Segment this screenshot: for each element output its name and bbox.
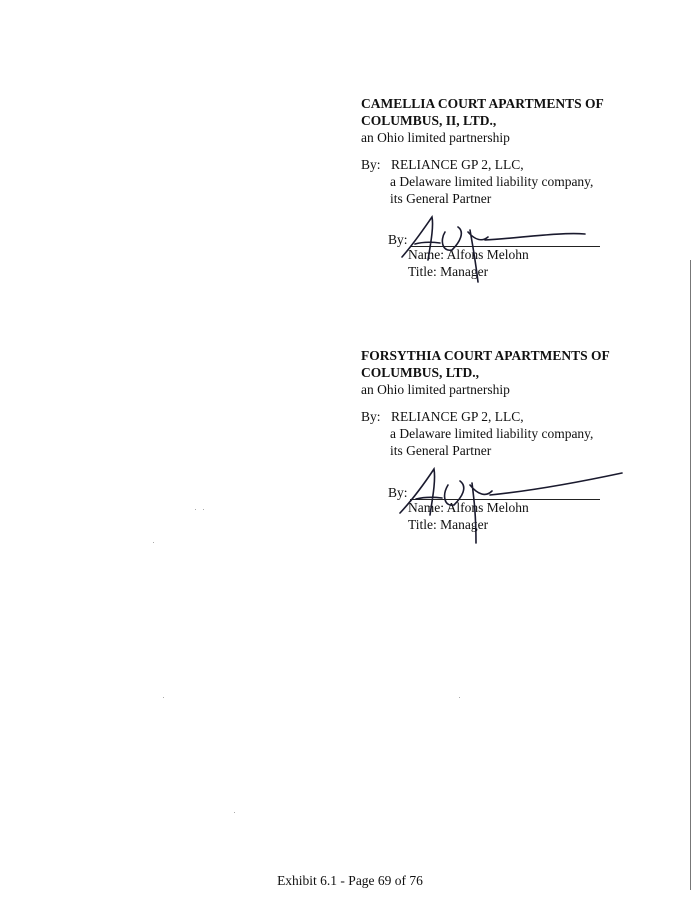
entity-name-line1: CAMELLIA COURT APARTMENTS OF	[361, 96, 604, 111]
scan-speck	[195, 509, 196, 510]
entity-name-line2: COLUMBUS, II, LTD.,	[361, 113, 497, 128]
by-label: By:	[361, 409, 381, 424]
general-partner-description: a Delaware limited liability company,	[390, 426, 594, 441]
entity-name-line2: COLUMBUS, LTD.,	[361, 365, 480, 380]
general-partner-name: RELIANCE GP 2, LLC,	[391, 157, 524, 172]
scan-edge-line	[690, 260, 691, 890]
signature-by-label: By:	[388, 485, 408, 500]
general-partner-role: its General Partner	[390, 191, 492, 206]
by-label: By:	[361, 157, 381, 172]
signer-title: Title: Manager	[408, 517, 489, 532]
general-partner-name: RELIANCE GP 2, LLC,	[391, 409, 524, 424]
entity-name-line1: FORSYTHIA COURT APARTMENTS OF	[361, 348, 610, 363]
signer-name: Name: Alfons Melohn	[408, 247, 529, 262]
signature-area-camellia	[360, 232, 620, 292]
scan-speck	[203, 509, 204, 510]
signature-area-forsythia	[360, 485, 620, 545]
scan-speck	[153, 542, 154, 543]
entity-description: an Ohio limited partnership	[361, 382, 510, 397]
signature-block-forsythia	[361, 347, 661, 459]
scan-speck	[163, 697, 164, 698]
signature-by-label: By:	[388, 232, 408, 247]
general-partner-description: a Delaware limited liability company,	[390, 174, 594, 189]
scan-speck	[459, 697, 460, 698]
signature-block-camellia	[361, 95, 661, 207]
general-partner-role: its General Partner	[390, 443, 492, 458]
entity-description: an Ohio limited partnership	[361, 130, 510, 145]
signer-title: Title: Manager	[408, 264, 489, 279]
signer-name: Name: Alfons Melohn	[408, 500, 529, 515]
page-footer: Exhibit 6.1 - Page 69 of 76	[277, 873, 423, 888]
scan-speck	[234, 812, 235, 813]
